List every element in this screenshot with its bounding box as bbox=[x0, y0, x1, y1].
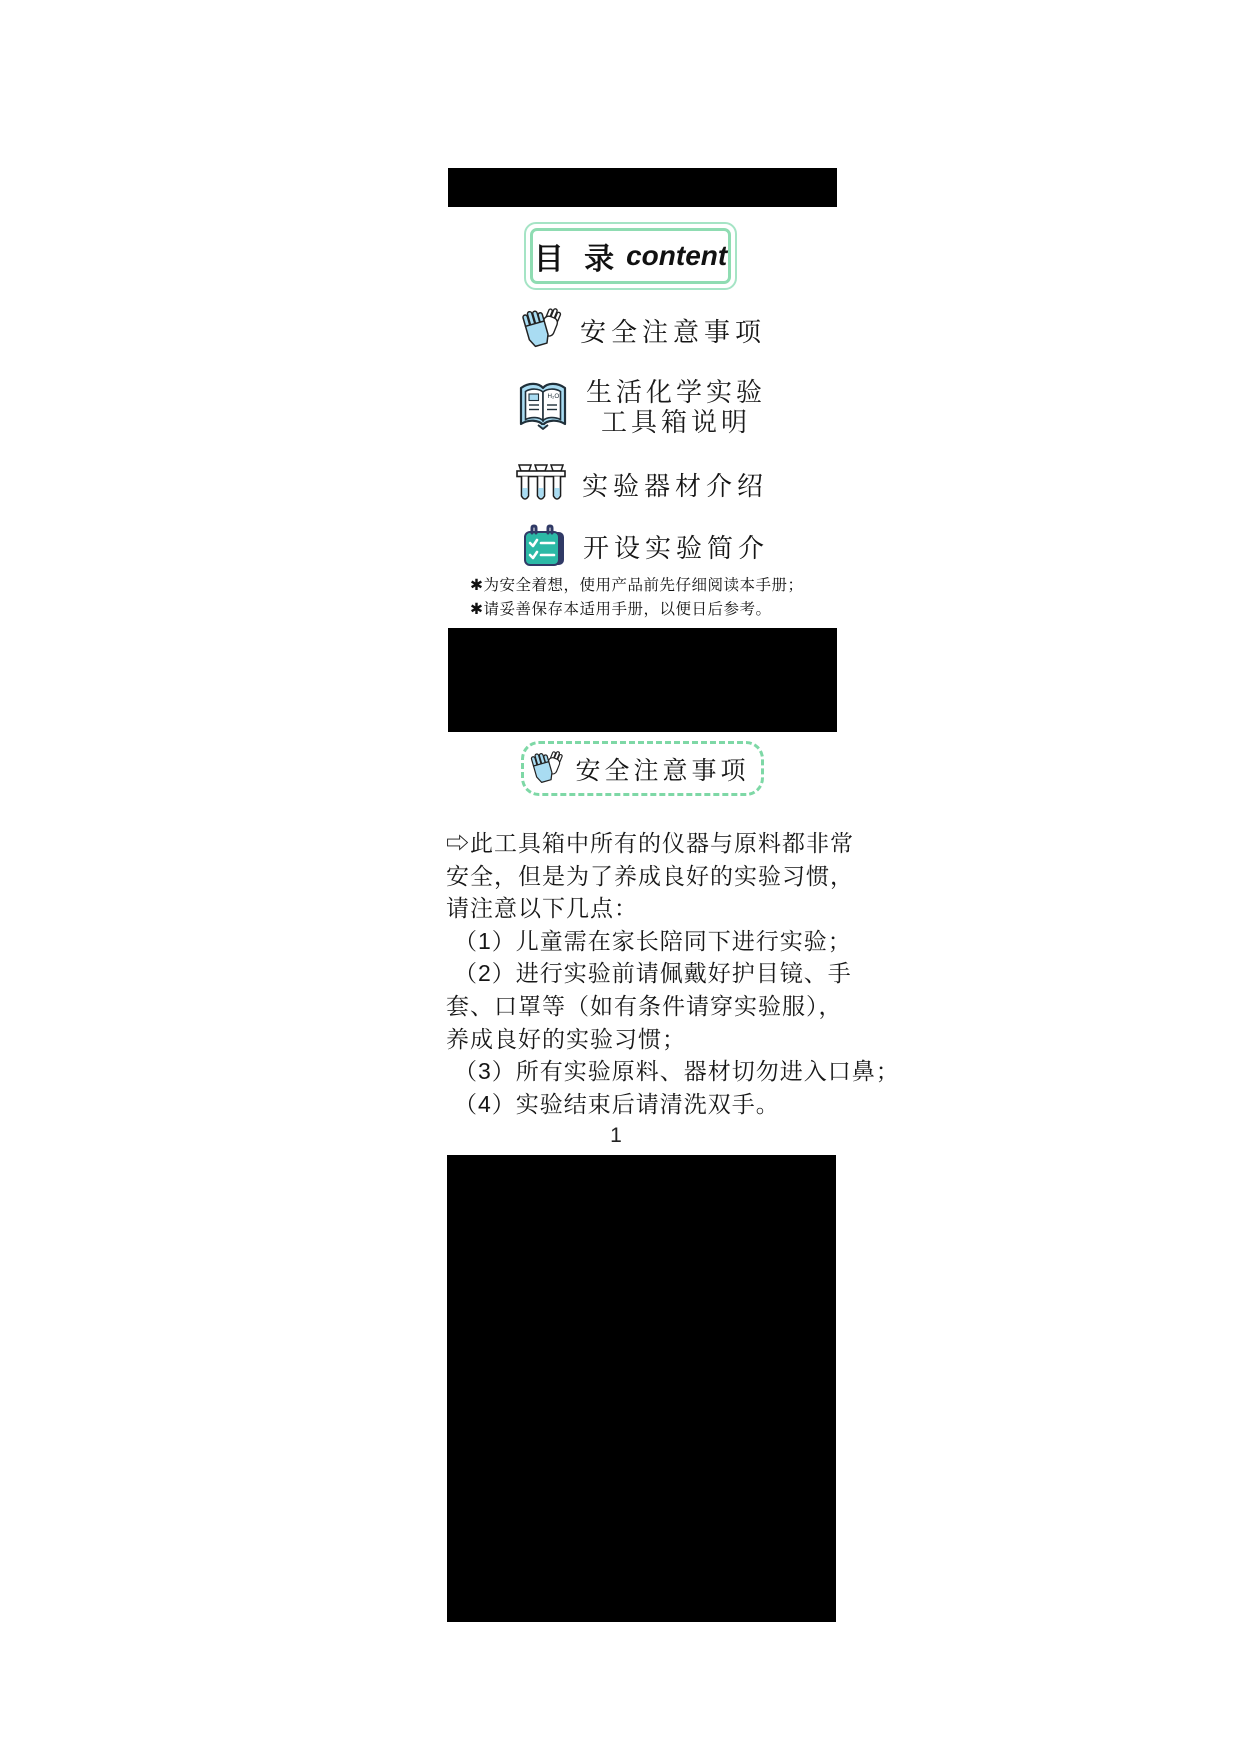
toc-item-toolkit-manual-label bbox=[586, 377, 766, 437]
toc-item-experiments-label: 开设实验简介 bbox=[583, 532, 770, 563]
redacted-block-bottom bbox=[447, 1155, 836, 1622]
safety-line: （4）实验结束后请清洗双手。 bbox=[454, 1090, 780, 1117]
redacted-block-middle bbox=[448, 628, 837, 732]
safety-heading-label: 安全注意事项 bbox=[575, 756, 750, 785]
gloves-icon bbox=[520, 306, 564, 354]
toc-note-1: ✱为安全着想，使用产品前先仔细阅读本手册； bbox=[470, 577, 804, 594]
toolkit-label-line1: 生活化学实验 bbox=[586, 377, 767, 407]
toc-title-en: content bbox=[626, 240, 728, 271]
safety-line: 套、口罩等（如有条件请穿实验服）， bbox=[446, 992, 843, 1019]
book-icon bbox=[516, 378, 570, 436]
safety-line: （2）进行实验前请佩戴好护目镜、手 bbox=[454, 960, 852, 987]
toc-notes bbox=[470, 574, 804, 622]
safety-line: （3）所有实验原料、器材切勿进入口鼻； bbox=[454, 1058, 900, 1085]
safety-line: ⇨此工具箱中所有的仪器与原料都非常 bbox=[446, 830, 854, 856]
toc-item-safety bbox=[520, 306, 766, 354]
test-tubes-icon bbox=[516, 462, 566, 506]
toc-title-zh: 目 录 bbox=[533, 243, 621, 276]
page-number: 1 bbox=[610, 1124, 622, 1147]
safety-section-heading bbox=[521, 741, 764, 796]
toolkit-label-line2: 工具箱说明 bbox=[601, 407, 752, 437]
redacted-block-top bbox=[448, 168, 837, 207]
toc-item-equipment bbox=[516, 462, 768, 506]
toc-item-experiments bbox=[521, 524, 769, 568]
safety-line: 请注意以下几点： bbox=[446, 895, 638, 922]
clipboard-icon bbox=[521, 524, 567, 568]
toc-title-box bbox=[524, 222, 737, 290]
gloves-icon-small bbox=[529, 749, 565, 789]
safety-body-text bbox=[446, 827, 900, 1120]
safety-line: 养成良好的实验习惯； bbox=[446, 1025, 686, 1052]
toc-item-safety-label: 安全注意事项 bbox=[580, 316, 767, 347]
toc-note-2: ✱请妥善保存本适用手册，以便日后参考。 bbox=[470, 601, 772, 618]
book-icon-h2o-text: H₂O bbox=[547, 393, 560, 400]
toc-item-equipment-label: 实验器材介绍 bbox=[582, 470, 769, 501]
toc-title-box-inner bbox=[530, 228, 731, 284]
toc-item-toolkit-manual bbox=[516, 377, 766, 437]
safety-line: （1）儿童需在家长陪同下进行实验； bbox=[454, 927, 852, 954]
safety-line: 安全，但是为了养成良好的实验习惯， bbox=[446, 862, 854, 889]
